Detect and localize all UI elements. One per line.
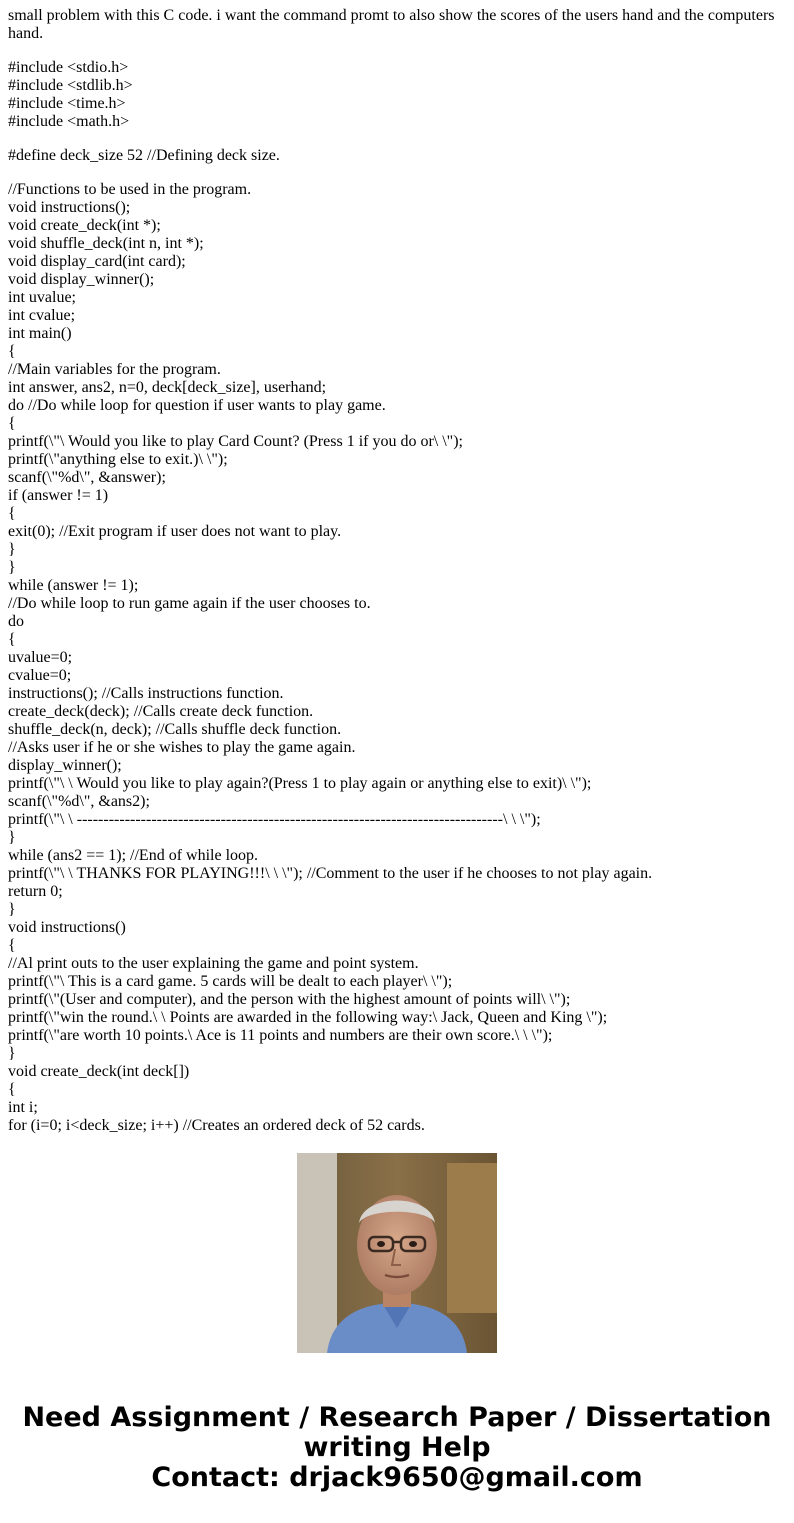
question-intro: small problem with this C code. i want the command promt to also show the scores of the users hand and the computers hand. (8, 7, 775, 42)
code-line: void create_deck(int deck[]) (8, 1063, 190, 1080)
code-line: { (8, 1081, 16, 1098)
code-line: printf(\"\ \ THANKS FOR PLAYING!!!\ \ \"); //Comment to the user if he chooses to not play again. (8, 865, 653, 882)
code-line: printf(\"(User and computer), and the person with the highest amount of points will\ \"); (8, 991, 571, 1008)
code-line: //Functions to be used in the program. (8, 181, 252, 198)
define-line: #define deck_size 52 //Defining deck size. (8, 147, 280, 164)
promo-line-2: writing Help (303, 1432, 491, 1463)
code-line: { (8, 415, 16, 432)
code-line: } (8, 829, 16, 846)
code-line: printf(\"anything else to exit.)\ \"); (8, 451, 228, 468)
code-line: do //Do while loop for question if user wants to play game. (8, 397, 386, 414)
includes-block (8, 59, 786, 131)
code-line: create_deck(deck); //Calls create deck function. (8, 703, 314, 720)
code-line: return 0; (8, 883, 63, 900)
code-line: printf(\"\ \ Would you like to play again?(Press 1 to play again or anything else to exit)\ \"); (8, 775, 592, 792)
code-line: void display_card(int card); (8, 253, 186, 270)
code-line: printf(\"\ \ --------------------------------------------------------------------------------\ \ \"); (8, 811, 541, 828)
code-line: do (8, 613, 24, 630)
code-line: while (ans2 == 1); //End of while loop. (8, 847, 259, 864)
code-line: scanf(\"%d\", &answer); (8, 469, 166, 486)
code-line: cvalue=0; (8, 667, 72, 684)
code-line: int i; (8, 1099, 38, 1116)
question-text (8, 7, 786, 1134)
author-photo (297, 1153, 497, 1353)
code-line: void instructions() (8, 919, 126, 936)
promo-footer (0, 1403, 794, 1493)
code-line: { (8, 505, 16, 522)
include-line: #include <time.h> (8, 95, 126, 112)
code-line: int uvalue; (8, 289, 76, 306)
code-line: void instructions(); (8, 199, 131, 216)
promo-contact: Contact: drjack9650@gmail.com (151, 1462, 643, 1493)
code-line: printf(\"are worth 10 points.\ Ace is 11 points and numbers are their own score.\ \ \"); (8, 1027, 553, 1044)
code-line: printf(\"win the round.\ \ Points are awarded in the following way:\ Jack, Queen and King \"); (8, 1009, 608, 1026)
code-line: if (answer != 1) (8, 487, 109, 504)
code-line: display_winner(); (8, 757, 122, 774)
code-line: void display_winner(); (8, 271, 155, 288)
code-line: printf(\"\ Would you like to play Card Count? (Press 1 if you do or\ \"); (8, 433, 463, 450)
include-line: #include <stdlib.h> (8, 77, 133, 94)
code-line: shuffle_deck(n, deck); //Calls shuffle deck function. (8, 721, 342, 738)
code-line: int cvalue; (8, 307, 76, 324)
code-line: } (8, 901, 16, 918)
code-line: uvalue=0; (8, 649, 73, 666)
code-block (8, 181, 786, 1135)
code-line: instructions(); //Calls instructions function. (8, 685, 284, 702)
code-line: while (answer != 1); (8, 577, 139, 594)
code-line: { (8, 343, 16, 360)
code-line: for (i=0; i<deck_size; i++) //Creates an ordered deck of 52 cards. (8, 1117, 425, 1134)
author-avatar (297, 1153, 497, 1353)
code-line: //Do while loop to run game again if the user chooses to. (8, 595, 371, 612)
code-line: void create_deck(int *); (8, 217, 161, 234)
code-line: int answer, ans2, n=0, deck[deck_size], userhand; (8, 379, 327, 396)
code-line: int main() (8, 325, 72, 342)
code-line: printf(\"\ This is a card game. 5 cards will be dealt to each player\ \"); (8, 973, 453, 990)
promo-line-1: Need Assignment / Research Paper / Dissertation (22, 1402, 772, 1433)
code-line: exit(0); //Exit program if user does not want to play. (8, 523, 342, 540)
include-line: #include <math.h> (8, 113, 130, 130)
code-line: } (8, 541, 16, 558)
code-line: { (8, 937, 16, 954)
code-line: } (8, 1045, 16, 1062)
code-line: //Asks user if he or she wishes to play the game again. (8, 739, 356, 756)
code-line: //Al print outs to the user explaining the game and point system. (8, 955, 419, 972)
include-line: #include <stdio.h> (8, 59, 129, 76)
code-line: { (8, 631, 16, 648)
code-line: void shuffle_deck(int n, int *); (8, 235, 204, 252)
code-line: scanf(\"%d\", &ans2); (8, 793, 150, 810)
code-line: } (8, 559, 16, 576)
code-line: //Main variables for the program. (8, 361, 221, 378)
